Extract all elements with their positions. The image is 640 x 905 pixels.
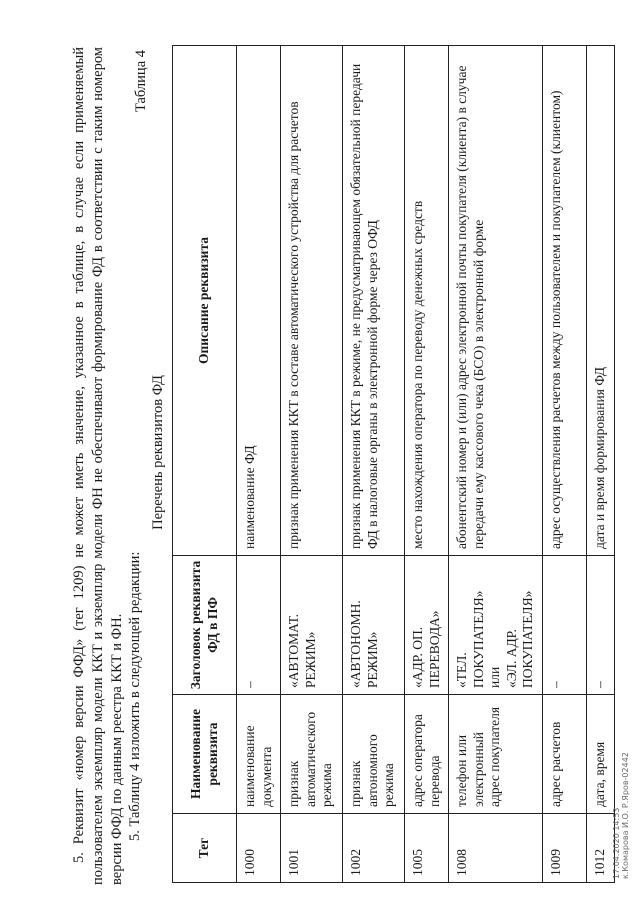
- cell-name: признак автоматического режима: [281, 695, 343, 814]
- cell-name: признак автономного режима: [343, 695, 405, 814]
- cell-header: –: [237, 556, 281, 695]
- cell-name: наименование документа: [237, 695, 281, 814]
- cell-description: признак применения ККТ в составе автоматического устройства для расчетов: [281, 46, 343, 556]
- column-header-pf-header: Заголовок реквизита ФД в ПФ: [173, 556, 237, 695]
- cell-name: телефон или электронный адрес покупателя: [449, 695, 543, 814]
- table-row: [343, 46, 405, 883]
- paragraph-table-intro: 5. Таблицу 4 изложить в следующей редакции:: [126, 551, 143, 841]
- cell-tag: 1002: [343, 814, 405, 883]
- cell-description: место нахождения оператора по переводу денежных средств: [405, 46, 449, 556]
- cell-header: «АВТОНОМН. РЕЖИМ»: [343, 556, 405, 695]
- table-header-row: [173, 46, 237, 883]
- cell-description: признак применения ККТ в режиме, не предусматривающем обязательной передачи ФД в налоговые органы в электронной форме через ОФД: [343, 46, 405, 556]
- cell-header: –: [542, 556, 586, 695]
- table-row: [449, 46, 543, 883]
- cell-tag: 1001: [281, 814, 343, 883]
- cell-tag: 1012: [586, 814, 614, 883]
- cell-tag: 1008: [449, 814, 543, 883]
- table-row: [237, 46, 281, 883]
- cell-tag: 1005: [405, 814, 449, 883]
- document-stamp: 17.04.2020 14:53 к.Комарова И.О. Р.Яров-02442: [612, 752, 630, 879]
- table-row: [405, 46, 449, 883]
- table-row: [281, 46, 343, 883]
- cell-header: «АВТОМАТ. РЕЖИМ»: [281, 556, 343, 695]
- cell-description: дата и время формирования ФД: [586, 46, 614, 556]
- cell-tag: 1009: [542, 814, 586, 883]
- cell-description: абонентский номер и (или) адрес электронной почты покупателя (клиента) в случае передачи ему кассового чека (БСО) в электронной форме: [449, 46, 543, 556]
- table-row: [542, 46, 586, 883]
- column-header-name: Наименование реквизита: [173, 695, 237, 814]
- paragraph-ffd-version: 5. Реквизит «номер версии ФФД» (тег 1209) не может иметь значение, указанное в таблице, в случае если применяемый пользователем экземпляр модели ККТ и экземпляр модели ФН не обеспечивают формирование ФД в соответствии с таким номером версии ФФД по данным реестра ККТ и ФН.: [70, 47, 125, 885]
- cell-name: адрес расчетов: [542, 695, 586, 814]
- table-row: [586, 46, 614, 883]
- cell-name: адрес оператора перевода: [405, 695, 449, 814]
- cell-description: наименование ФД: [237, 46, 281, 556]
- cell-header: «АДР. ОП. ПЕРЕВОДА»: [405, 556, 449, 695]
- cell-name: дата, время: [586, 695, 614, 814]
- column-header-tag: Тег: [173, 814, 237, 883]
- cell-description: адрес осуществления расчетов между пользователем и покупателем (клиентом): [542, 46, 586, 556]
- table-number-label: Таблица 4: [133, 50, 149, 113]
- table-title: Перечень реквизитов ФД: [150, 375, 166, 530]
- cell-header: «ТЕЛ. ПОКУПАТЕЛЯ» или «ЭЛ. АДР. ПОКУПАТЕЛЯ»: [449, 556, 543, 695]
- column-header-description: Описание реквизита: [173, 46, 237, 556]
- requisites-table: [172, 45, 615, 883]
- cell-header: –: [586, 556, 614, 695]
- cell-tag: 1000: [237, 814, 281, 883]
